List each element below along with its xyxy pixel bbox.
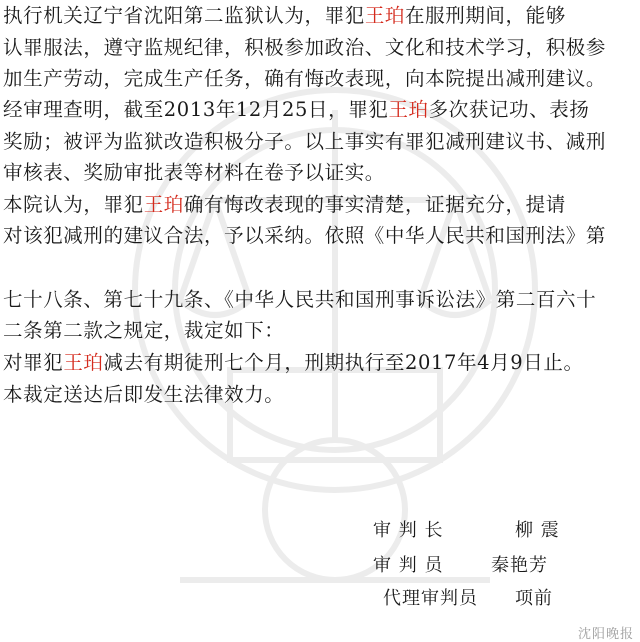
paragraph-line: 认罪服法，遵守监规纪律，积极参加政治、文化和技术学习，积极参 [3,36,607,59]
paragraph-line: 对罪犯王珀减去有期徒刑七个月，刑期执行至2017年4月9日止。 [3,351,584,374]
signature-name: 柳 震 [515,520,560,541]
paragraph-line: 审核表、奖励审批表等材料在卷予以证实。 [3,161,385,184]
paragraph-line: 本院认为，罪犯王珀确有悔改表现的事实清楚，证据充分，提请 [3,193,566,216]
source-watermark: 沈阳晚报 [577,627,634,642]
paragraph-line: 二条第二款之规定，裁定如下： [3,319,285,342]
paragraph-line: 执行机关辽宁省沈阳第二监狱认为，罪犯王珀在服刑期间，能够 [3,4,566,27]
signature-role: 代理审判员 [383,588,478,609]
convict-name: 王珀 [388,98,429,121]
paragraph-line: 七十八条、第七十九条、《中华人民共和国刑事诉讼法》第二百六十 [3,288,597,311]
paragraph-line: 加生产劳动，完成生产任务，确有悔改表现，向本院提出减刑建议。 [3,67,607,90]
convict-name: 王珀 [143,193,184,216]
convict-name: 王珀 [364,4,406,27]
convict-name: 王珀 [63,351,104,374]
signature-role: 审 判 长 [373,520,444,541]
paragraph-line: 本裁定送达后即发生法律效力。 [3,383,285,406]
signature-name: 项前 [515,588,553,609]
paragraph-line: 经审理查明，截至2013年12月25日，罪犯王珀多次获记功、表扬 [3,98,590,121]
paragraph-line: 奖励；被评为监狱改造积极分子。以上事实有罪犯减刑建议书、减刑 [3,130,607,153]
signature-name: 秦艳芳 [491,555,548,576]
signature-role: 审 判 员 [373,555,444,576]
paragraph-line: 对该犯减刑的建议合法，予以采纳。依照《中华人民共和国刑法》第 [3,224,607,247]
